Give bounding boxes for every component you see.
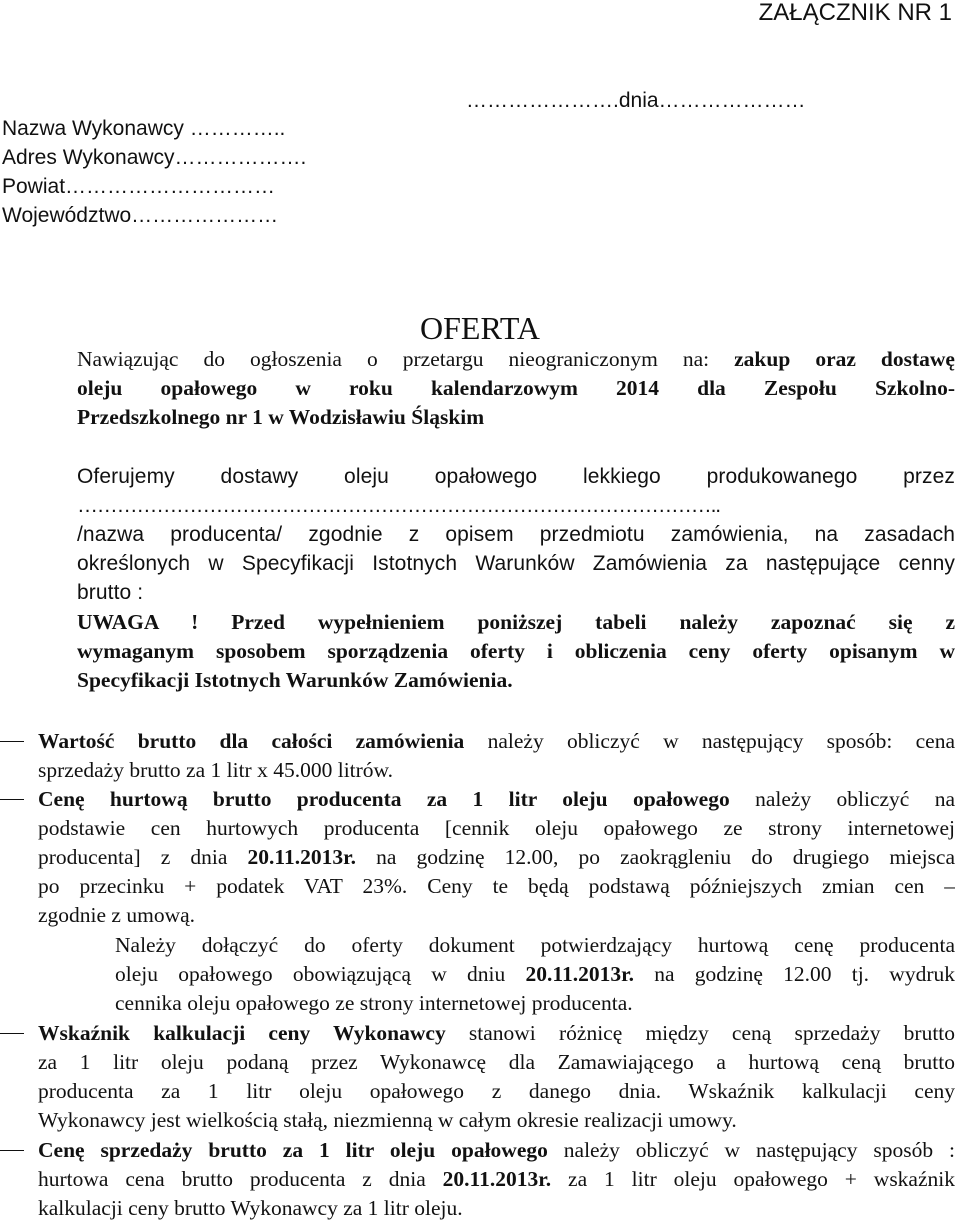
contractor-name: Nazwa Wykonawcy …………..: [2, 117, 286, 140]
reference-date: 20.11.2013r.: [247, 845, 357, 869]
intro-line-2: oleju opałowego w roku kalendarzowym 2014 dla Zespołu Szkolno-: [77, 376, 955, 400]
bullet-4-line-3: kalkulacji ceny brutto Wykonawcy za 1 litr oleju.: [38, 1196, 463, 1220]
bullet-3-line-4: Wykonawcy jest wielkością stałą, niezmienną w całym okresie realizacji umowy.: [38, 1108, 737, 1132]
intro-line-3: Przedszkolnego nr 1 w Wodzisławiu Śląskim: [77, 405, 485, 429]
bullet-3-text: stanowi różnicę między ceną sprzedaży brutto: [445, 1021, 955, 1045]
bullet-4-text: należy obliczyć w następujący sposób :: [547, 1138, 955, 1162]
attachment-note: [115, 931, 955, 1018]
note-line-1: Należy dołączyć do oferty dokument potwierdzający hurtową cenę producenta: [115, 933, 955, 957]
bullet-4-line-1: [38, 1136, 955, 1165]
offer-line-5: brutto :: [77, 581, 144, 604]
bullet-2-text: należy obliczyć na: [729, 787, 955, 811]
bullet-1-heading: Wartość brutto dla całości zamówienia: [38, 729, 465, 753]
bullet-4-heading: Cenę sprzedaży brutto za 1 litr oleju opałowego: [38, 1138, 548, 1162]
bullet-1-line-1: [38, 727, 955, 756]
note-line-2: [115, 960, 955, 989]
note-text-b: na godzinę 12.00 tj. wydruk: [634, 962, 955, 986]
warning-line-1: UWAGA ! Przed wypełnieniem poniższej tabeli należy zapoznać się z: [77, 610, 955, 634]
bullet-2-heading: Cenę hurtową brutto producenta za 1 litr oleju opałowego: [38, 787, 730, 811]
bullet-4-text-b: za 1 litr oleju opałowego + wskaźnik: [551, 1167, 955, 1191]
contractor-address: Adres Wykonawcy……………….: [2, 146, 307, 169]
bullet-3-line-3: producenta za 1 litr oleju opałowego z danego dnia. Wskaźnik kalkulacji ceny: [38, 1079, 955, 1103]
note-text-a: oleju opałowego obowiązującą w dniu: [115, 962, 526, 986]
reference-date: 20.11.2013r.: [525, 962, 635, 986]
bullet-2-line-1: [38, 785, 955, 814]
bullet-1-line-2: sprzedaży brutto za 1 litr x 45.000 litrów.: [38, 758, 394, 782]
bullet-2-line-5: zgodnie z umową.: [38, 903, 196, 927]
contractor-district: Powiat…………………………: [2, 175, 276, 198]
bullet-3-heading: Wskaźnik kalkulacji ceny Wykonawcy: [38, 1021, 446, 1045]
document-title: OFERTA: [420, 310, 540, 346]
note-line-3: cennika oleju opałowego ze strony internetowej producenta.: [115, 991, 633, 1015]
bullet-2-text-a: producenta] z dnia: [38, 845, 248, 869]
bullet-3-line-1: [38, 1019, 955, 1048]
offer-paragraph: [77, 462, 955, 607]
intro-paragraph: [77, 345, 955, 432]
offer-line-3: /nazwa producenta/ zgodnie z opisem przedmiotu zamówienia, na zasadach: [77, 523, 955, 546]
bullet-4-line-2: [38, 1165, 955, 1194]
dash-icon: [0, 1033, 24, 1034]
dash-icon: [0, 799, 24, 800]
bullet-4-text-a: hurtowa cena brutto producenta z dnia: [38, 1167, 443, 1191]
contractor-voivodeship: Województwo…………………: [2, 204, 279, 227]
annex-label: ZAŁĄCZNIK NR 1: [758, 0, 952, 26]
bullet-2-line-3: [38, 843, 955, 872]
intro-line-1: [77, 345, 955, 374]
offer-line-1: Oferujemy dostawy oleju opałowego lekkiego produkowanego przez: [77, 465, 955, 488]
dash-icon: [0, 1150, 24, 1151]
offer-line-4: określonych w Specyfikacji Istotnych Warunków Zamówienia za następujące cenny: [77, 552, 955, 575]
intro-text: Nawiązując do ogłoszenia o przetargu nieograniczonym na:: [77, 347, 735, 371]
producer-blank: ……………………………………………………………………………………..: [77, 494, 720, 517]
bullet-2-text-b: na godzinę 12.00, po zaokrągleniu do drugiego miejsca: [356, 845, 955, 869]
warning-line-2: wymaganym sposobem sporządzenia oferty i obliczenia ceny oferty opisanym w: [77, 639, 955, 663]
reference-date: 20.11.2013r.: [442, 1167, 552, 1191]
bullet-1-text: należy obliczyć w następujący sposób: cena: [464, 729, 955, 753]
intro-subject: zakup oraz dostawę: [734, 347, 955, 371]
date-line: ………………….dnia…………………: [466, 89, 806, 112]
warning-paragraph: [77, 608, 955, 695]
bullet-2-line-4: po przecinku + podatek VAT 23%. Ceny te będą podstawą późniejszych zmian cen –: [38, 874, 955, 898]
bullet-3-line-2: za 1 litr oleju podaną przez Wykonawcę dla Zamawiającego a hurtową ceną brutto: [38, 1050, 955, 1074]
warning-line-3: Specyfikacji Istotnych Warunków Zamówienia.: [77, 668, 513, 692]
dash-icon: [0, 741, 24, 742]
bullet-2-line-2: podstawie cen hurtowych producenta [cennik oleju opałowego ze strony internetowej: [38, 816, 955, 840]
